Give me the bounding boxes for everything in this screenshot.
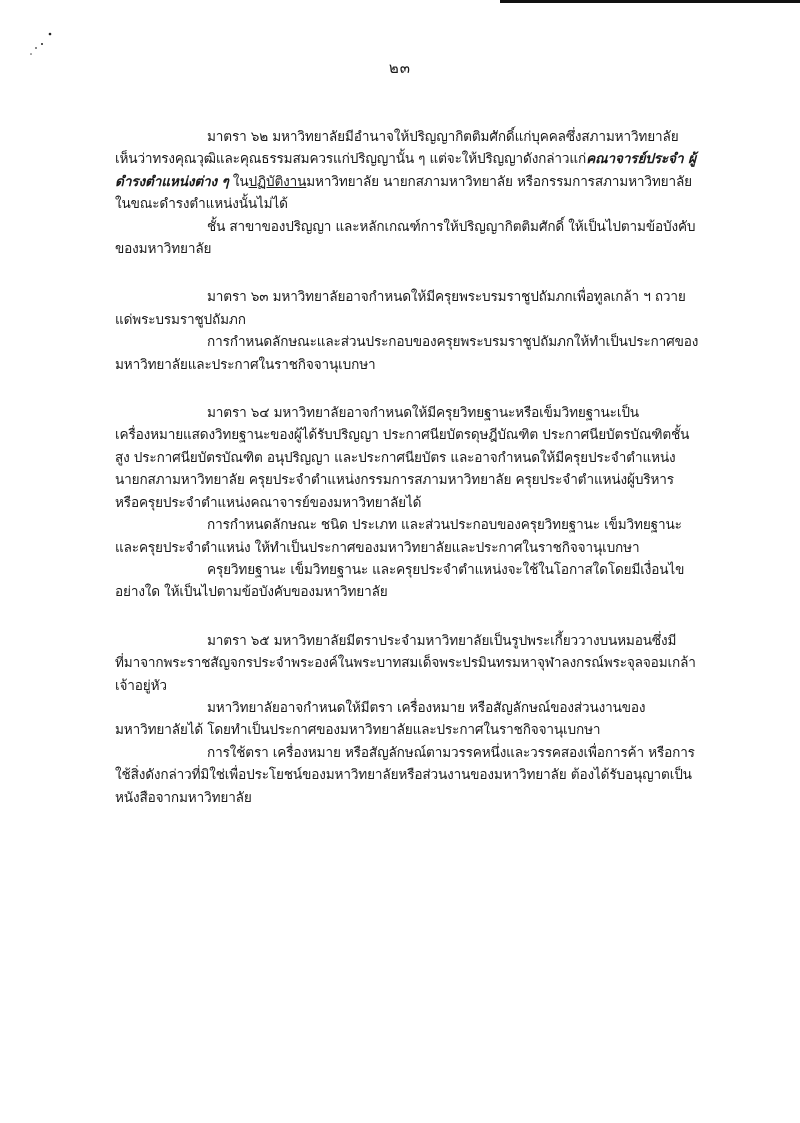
document-body (115, 126, 700, 835)
paragraph: การกำหนดลักษณะ ชนิด ประเภท และส่วนประกอบของครุยวิทยฐานะ เข็มวิทยฐานะ และครุยประจำตำแหน่ง ให้ทำเป็นประกาศของมหาวิทยาลัยและประกาศในราชกิจจานุเบกษา (115, 517, 682, 556)
paragraph: ครุยวิทยฐานะ เข็มวิทยฐานะ และครุยประจำตำแหน่งจะใช้ในโอกาสใดโดยมีเงื่อนไขอย่างใด ให้เป็นไปตามข้อบังคับของมหาวิทยาลัย (115, 561, 685, 601)
paragraph-text: มหาวิทยาลัย นายกสภามหาวิทยาลัย หรือกรรมการสภามหาวิทยาลัย ในขณะดำรงตำแหน่งนั้นไม่ได้ (115, 173, 692, 213)
underlined-text: ปฏิบัติงาน (248, 173, 307, 190)
paragraph (115, 126, 700, 216)
paragraph: มาตรา ๖๓ มหาวิทยาลัยอาจกำหนดให้มีครุยพระบรมราชูปถัมภกเพื่อทูลเกล้า ฯ ถวายแด่พระบรมราชูปถัมภก (115, 289, 686, 328)
page-number: ๒๓ (388, 59, 412, 77)
section-63 (115, 286, 700, 376)
section-62 (115, 126, 700, 260)
paragraph-text: ใน (228, 173, 249, 190)
paragraph: ชั้น สาขาของปริญญา และหลักเกณฑ์การให้ปริญญากิตติมศักดิ์ ให้เป็นไปตามข้อบังคับของมหาวิทยาลัย (115, 218, 696, 258)
paragraph: การกำหนดลักษณะและส่วนประกอบของครุยพระบรมราชูปถัมภกให้ทำเป็นประกาศของมหาวิทยาลัยและประกาศในราชกิจจานุเบกษา (115, 334, 699, 373)
paragraph-text: มาตรา ๖๒ มหาวิทยาลัยมีอำนาจให้ปริญญากิตติมศักดิ์แก่บุคคลซึ่งสภามหาวิทยาลัยเห็นว่าทรงคุณวุฒิและคุณธรรมสมควรแก่ปริญญานั้น ๆ แต่จะให้ปริญญาดังกล่าวแก่ (115, 129, 679, 168)
paragraph: มาตรา ๖๕ มหาวิทยาลัยมีตราประจำมหาวิทยาลัยเป็นรูปพระเกี้ยววางบนหมอนซึ่งมีที่มาจากพระราชสัญจกรประจำพระองค์ในพระบาทสมเด็จพระปรมินทรมหาจุฬาลงกรณ์พระจุลจอมเกล้าเจ้าอยู่หัว (115, 632, 696, 694)
emphasized-text: คณาจารย์ประจำ ผู้ดำรงตำแหน่งต่าง ๆ (115, 151, 696, 190)
paragraph: มหาวิทยาลัยอาจกำหนดให้มีตรา เครื่องหมาย หรือสัญลักษณ์ของส่วนงานของมหาวิทยาลัยได้ โดยทำเป็นประกาศของมหาวิทยาลัยและประกาศในราชกิจจานุเบกษา (115, 699, 646, 739)
scan-edge-mark (500, 0, 800, 3)
section-65 (115, 630, 700, 809)
section-64 (115, 402, 700, 604)
paragraph: มาตรา ๖๔ มหาวิทยาลัยอาจกำหนดให้มีครุยวิทยฐานะหรือเข็มวิทยฐานะเป็นเครื่องหมายแสดงวิทยฐานะของผู้ได้รับปริญญา ประกาศนียบัตรดุษฎีบัณฑิต ประกาศนียบัตรบัณฑิตชั้นสูง ประกาศนียบัตรบัณฑิต อนุปริญญา และประกาศนียบัตร และอาจกำหนดให้มีครุยประจำตำแหน่งนายกสภามหาวิทยาลัย ครุยประจำตำแหน่งกรรมการสภามหาวิทยาลัย ครุยประจำตำแหน่งผู้บริหาร หรือครุยประจำตำแหน่งคณาจารย์ของมหาวิทยาลัยได้ (115, 405, 690, 511)
paragraph: การใช้ตรา เครื่องหมาย หรือสัญลักษณ์ตามวรรคหนึ่งและวรรคสองเพื่อการค้า หรือการใช้สิ่งดังกล่าวที่มิใช่เพื่อประโยชน์ของมหาวิทยาลัยหรือส่วนงานของมหาวิทยาลัย ต้องได้รับอนุญาตเป็นหนังสือจากมหาวิทยาลัย (115, 744, 695, 806)
scan-specks (28, 28, 58, 58)
